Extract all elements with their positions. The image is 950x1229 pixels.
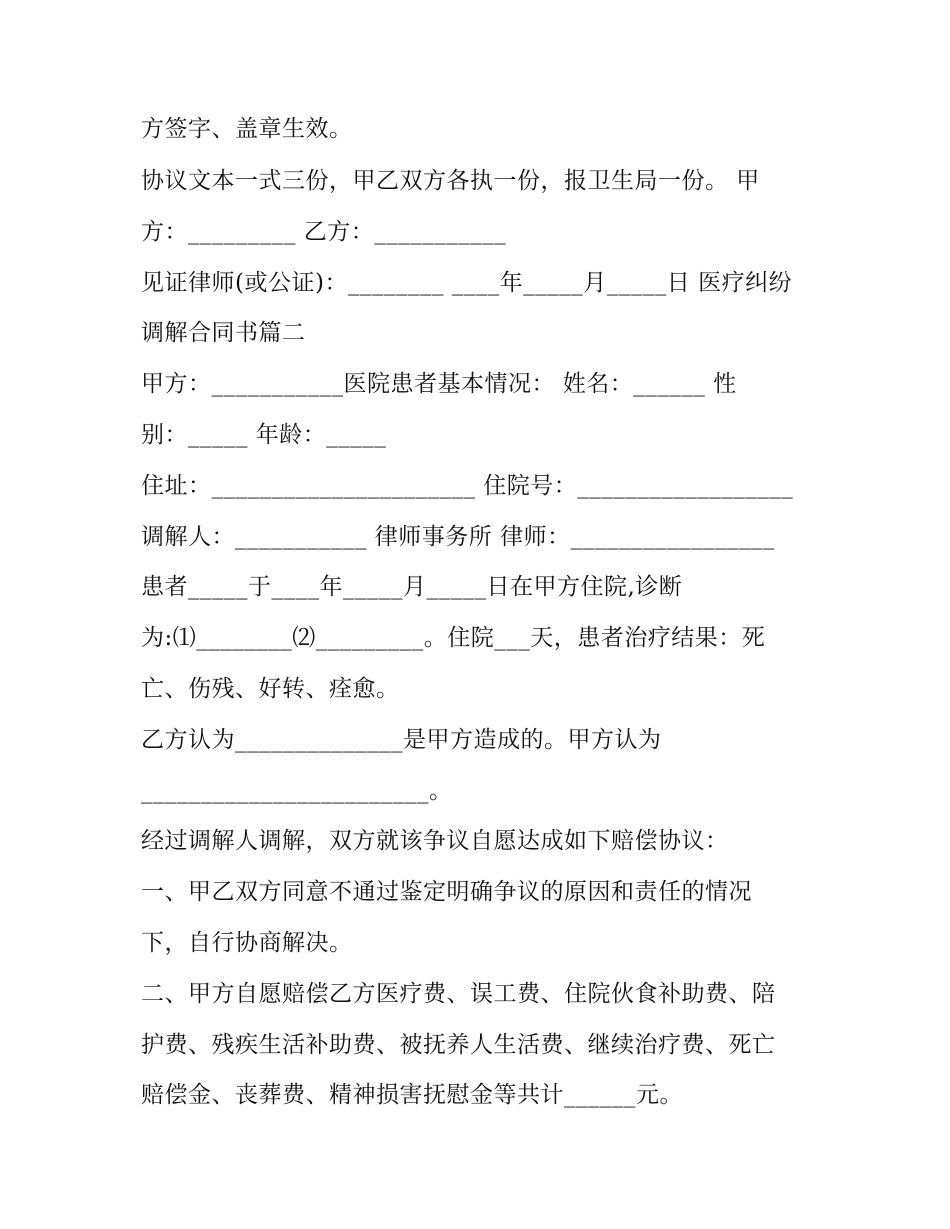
- text-line-19: 护费、残疾生活补助费、被抚养人生活费、继续治疗费、死亡: [141, 1032, 776, 1058]
- text-line-2: 协议文本一式三份，甲乙双方各执一份，报卫生局一份。 甲: [141, 168, 760, 194]
- text-line-9: 调解人：___________ 律师事务所 律师：_________________: [141, 524, 775, 550]
- text-line-20: 赔偿金、丧葬费、精神损害抚慰金等共计______元。: [141, 1082, 683, 1108]
- text-line-1: 方签字、盖章生效。: [141, 116, 353, 142]
- text-line-17: 下，自行协商解决。: [141, 930, 353, 956]
- text-line-16: 一、甲乙双方同意不通过鉴定明确争议的原因和责任的情况: [141, 879, 752, 905]
- text-line-4: 见证律师(或公证)：________ ____年_____月_____日 医疗纠纷: [141, 270, 793, 296]
- text-line-3: 方：_________ 乙方：___________: [141, 219, 507, 245]
- section-title: 调解合同书篇二: [141, 320, 306, 346]
- text-line-12: 亡、伤残、好转、痊愈。: [141, 676, 400, 702]
- text-line-14: ________________________。: [141, 778, 453, 804]
- text-line-18: 二、甲方自愿赔偿乙方医疗费、误工费、住院伙食补助费、陪: [141, 981, 776, 1007]
- text-line-6: 甲方：___________医院患者基本情况： 姓名：______ 性: [141, 371, 737, 397]
- text-line-10: 患者_____于____年_____月_____日在甲方住院,诊断: [141, 574, 683, 600]
- text-line-13: 乙方认为______________是甲方造成的。甲方认为: [141, 727, 662, 753]
- text-line-8: 住址：______________________ 住院号：__________________: [141, 473, 794, 499]
- text-line-7: 别：_____ 年龄：_____: [141, 422, 387, 448]
- text-line-11: 为:⑴________⑵_________。住院___天，患者治疗结果：死: [141, 625, 766, 651]
- text-line-15: 经过调解人调解，双方就该争议自愿达成如下赔偿协议：: [141, 828, 729, 854]
